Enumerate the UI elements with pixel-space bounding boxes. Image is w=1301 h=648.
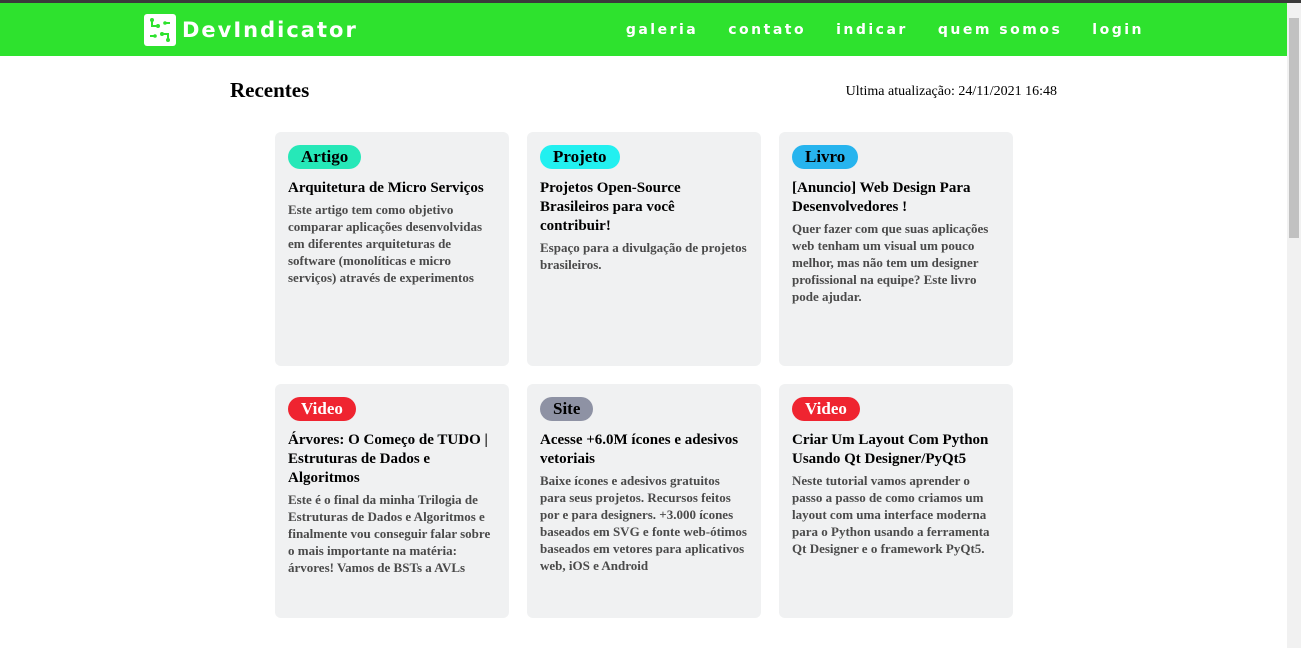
- card-title: Arquitetura de Micro Serviços: [288, 180, 484, 196]
- card-description: Este artigo tem como objetivo comparar aplicações desenvolvidas em diferentes arquiteturas de software (monolíticas e micro serviços) através de experimentos: [288, 202, 483, 285]
- card-title: Acesse +6.0M ícones e adesivos vetoriais: [540, 432, 739, 467]
- nav-login[interactable]: login: [1092, 21, 1144, 38]
- card-item[interactable]: [527, 132, 761, 366]
- page-scrollbar[interactable]: [1287, 3, 1301, 648]
- card-description: Este é o final da minha Trilogia de Estruturas de Dados e Algoritmos e finalmente vou conseguir falar sobre o mais importante na matéria: árvores! Vamos de BSTs a AVLs: [288, 492, 491, 575]
- nav-contato[interactable]: contato: [728, 21, 807, 38]
- card-tag-badge: Artigo: [288, 145, 361, 169]
- nav-quem-somos[interactable]: quem somos: [937, 21, 1063, 38]
- card-item[interactable]: [275, 384, 509, 618]
- main-nav: [626, 3, 1144, 56]
- nav-galeria[interactable]: galeria: [625, 21, 699, 38]
- card-title: Árvores: O Começo de TUDO | Estruturas de Dados e Algoritmos: [288, 432, 488, 486]
- card-tag-badge: Livro: [792, 145, 858, 169]
- nav-indicar[interactable]: indicar: [836, 21, 908, 38]
- section-title: Recentes: [230, 78, 310, 102]
- brand-name: DevIndicator: [182, 17, 358, 42]
- card-description: Baixe ícones e adesivos gratuitos para seus projetos. Recursos feitos por e para designers. +3.000 ícones baseados em SVG e fonte web-ótimos baseados em vetores para aplicativos web, iOS e Android: [540, 473, 747, 573]
- card-title: Projetos Open-Source Brasileiros para você contribuir!: [540, 180, 681, 234]
- card-title: [Anuncio] Web Design Para Desenvolvedores !: [792, 180, 971, 215]
- card-tag-badge: Video: [288, 397, 356, 421]
- card-item[interactable]: [527, 384, 761, 618]
- card-tag-badge: Projeto: [540, 145, 620, 169]
- circuit-board-icon: [144, 14, 176, 46]
- card-description: Neste tutorial vamos aprender o passo a passo de como criamos um layout com uma interface moderna para o Python usando a ferramenta Qt Designer e o framework PyQt5.: [792, 473, 990, 556]
- card-description: Espaço para a divulgação de projetos brasileiros.: [540, 240, 747, 272]
- navbar: [0, 3, 1287, 56]
- scrollbar-thumb[interactable]: [1289, 18, 1299, 238]
- card-title: Criar Um Layout Com Python Usando Qt Designer/PyQt5: [792, 432, 989, 467]
- last-updated: Ultima atualização: 24/11/2021 16:48: [845, 84, 1057, 99]
- card-item[interactable]: [275, 132, 509, 366]
- card-description: Quer fazer com que suas aplicações web tenham um visual um pouco melhor, mas não tem um designer profissional na equipe? Este livro pode ajudar.: [792, 221, 989, 304]
- card-item[interactable]: [779, 132, 1013, 366]
- card-tag-badge: Video: [792, 397, 860, 421]
- card-item[interactable]: [779, 384, 1013, 618]
- brand-link[interactable]: [144, 13, 358, 46]
- card-tag-badge: Site: [540, 397, 593, 421]
